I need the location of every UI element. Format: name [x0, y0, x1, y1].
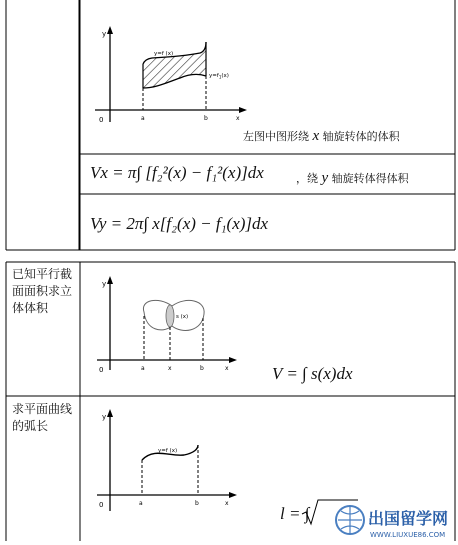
svg-text:s (x): s (x): [176, 314, 189, 320]
x-label: x: [236, 115, 240, 122]
cross-section-graph: [92, 272, 240, 377]
watermark-text: 出国留学网: [368, 509, 449, 528]
svg-text:x: x: [225, 500, 229, 507]
svg-text:y=f (x): y=f (x): [158, 448, 178, 454]
origin-label: 0: [99, 116, 104, 124]
x-axis-arrow: [239, 107, 247, 113]
svg-text:b: b: [200, 365, 204, 372]
svg-text:a: a: [139, 500, 143, 507]
formula-vx-suffix: ，绕 y 轴旋转体得体积: [296, 170, 409, 186]
watermark-logo: [330, 499, 458, 541]
svg-text:b: b: [195, 500, 199, 507]
row3-label: 求平面曲线的弧长: [12, 402, 73, 433]
b-label: b: [204, 115, 208, 122]
arc-length-graph: [92, 405, 240, 515]
row1-caption: 左图中图形绕 x 轴旋转体的体积: [243, 128, 400, 144]
svg-text:x: x: [225, 365, 229, 372]
formula-vy: Vy = 2π∫ x[f₂(x) − f₁(x)]dx: [90, 214, 269, 233]
y-axis-arrow: [107, 26, 113, 34]
row2-label: 已知平行截面面积求立体体积: [12, 267, 73, 315]
svg-text:a: a: [141, 365, 145, 372]
watermark-url: WWW.LIUXUE86.COM: [370, 531, 446, 539]
formula-arc-length: l = ∫: [280, 504, 310, 523]
svg-text:0: 0: [99, 366, 104, 374]
shaded-region: [143, 42, 206, 88]
f1-label: $y=f_1(x)$: [209, 73, 229, 80]
f2-label: y=f (x): [154, 51, 174, 57]
rotation-volume-graph: [90, 22, 250, 127]
svg-text:0: 0: [99, 501, 104, 509]
formula-volume: V = ∫ s(x)dx: [272, 364, 353, 383]
svg-text:y: y: [102, 280, 107, 288]
y-label: y: [102, 30, 107, 38]
a-label: a: [141, 115, 145, 122]
cross-section: [166, 305, 174, 327]
svg-text:y: y: [102, 413, 107, 421]
svg-text:x: x: [168, 365, 172, 372]
formula-vx: Vx = π∫ [f₂²(x) − f₁²(x)]dx: [90, 163, 264, 182]
